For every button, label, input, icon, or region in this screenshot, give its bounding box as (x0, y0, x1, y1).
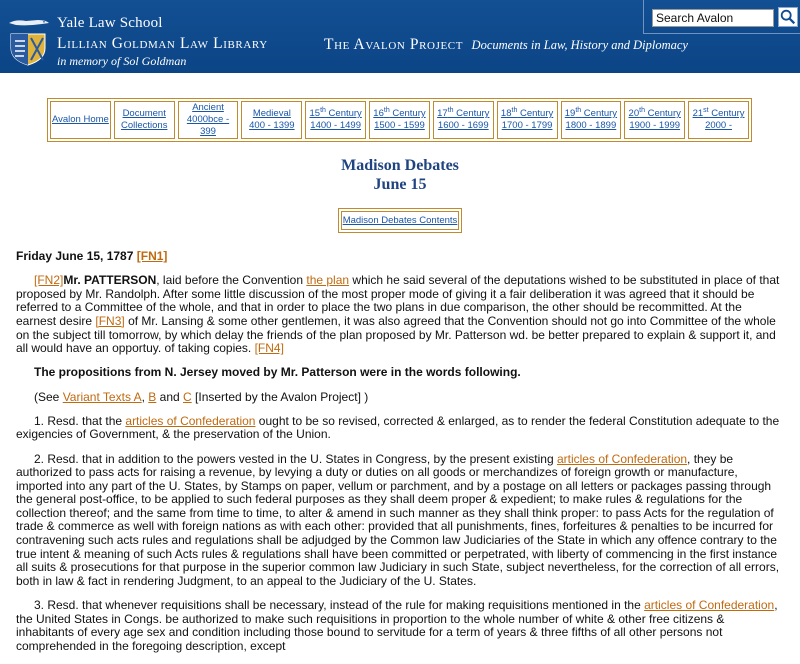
search-area (643, 0, 800, 34)
nav-17th-century[interactable]: 17th Century 1600 - 1699 (433, 101, 494, 139)
library-name[interactable]: Lillian Goldman Law Library (57, 35, 268, 52)
page-title (0, 156, 800, 194)
variant-text-a-link[interactable]: Variant Texts A (62, 389, 142, 404)
resolution-3: 3. Resd. that whenever requisitions shall be necessary, instead of the rule for making requisitions mentioned in the articles of Confederation, the United States in Congs. be authorized to make such requisitions in proportion to the whole number of white & other free citizens & inhabitants of every age sex and condition including those bound to servitude for a term of years & three fifths of all other persons not comprehended in the foregoing description, except (16, 598, 778, 653)
nav-16th-century[interactable]: 16th Century 1500 - 1599 (369, 101, 430, 139)
search-button[interactable] (778, 7, 798, 27)
resolution-2: 2. Resd. that in addition to the powers vested in the U. States in Congress, by the present existing articles of Confederation, they be authorized to pass acts for raising a revenue, by levying a duty or duties on all goods or merchandizes of foreign growth or manufacture, imported into any part of the U. States, by Stamps on paper, vellum or parchment, and by a postage on all letters or packages passing through the general post-office, to be applied to such federal purposes as they shall deem proper & expedient; to make rules & regulations for the collection thereof; and the same from time to time, to alter & amend in such manner as they shall think proper: to pass Acts for the regulation of trade & commerce as well with foreign nations as with each other: provided that all punishments, fines, forfeitures & penalties to be incurred for contravening such acts rules and regulations shall be adjudged by the Common law Judiciaries of the State in which any offence contrary to the true intent & meaning of such Acts rules & regulations shall have been committed or perpetrated, with liberty of commencing in the first instance all suits & prosecutions for that purpose in the superior common law Judiciary in such State, subject nevertheless, for the correction of all errors, both in law & fact in rendering Judgment, to an appeal to the Judiciary of the U. States. (16, 451, 780, 588)
date-heading: Friday June 15, 1787 [FN1] (16, 249, 168, 263)
search-input[interactable] (652, 9, 774, 27)
page-title-line2: June 15 (373, 176, 427, 193)
footnote-link[interactable]: [FN1] (136, 249, 168, 263)
nav-medieval[interactable]: Medieval 400 - 1399 (241, 101, 302, 139)
nav-avalon-home[interactable]: Avalon Home (50, 101, 111, 139)
yale-shield-icon[interactable] (8, 32, 48, 66)
document-body (16, 250, 784, 664)
nav-18th-century[interactable]: 18th Century 1700 - 1799 (497, 101, 558, 139)
nav-15th-century[interactable]: 15th Century 1400 - 1499 (305, 101, 366, 139)
nav-document-collections[interactable]: Document Collections (114, 101, 175, 139)
project-subtitle: Documents in Law, History and Diplomacy (471, 38, 688, 52)
project-name: The Avalon Project (324, 36, 464, 53)
school-name[interactable]: Yale Law School (57, 15, 163, 31)
articles-of-confederation-link[interactable]: articles of Confederation (556, 451, 688, 466)
nav-ancient[interactable]: Ancient 4000bce - 399 (178, 101, 239, 139)
page-title-line1: Madison Debates (341, 157, 459, 174)
nav-20th-century[interactable]: 20th Century 1900 - 1999 (624, 101, 685, 139)
speaker-name: Mr. PATTERSON (63, 273, 157, 288)
the-plan-link[interactable]: the plan (306, 273, 350, 288)
articles-of-confederation-link[interactable]: articles of Confederation (125, 413, 256, 428)
footnote-link[interactable]: [FN2] (34, 273, 64, 288)
site-header (0, 0, 800, 73)
footnote-link[interactable]: [FN3] (95, 313, 125, 328)
articles-of-confederation-link[interactable]: articles of Confederation (644, 598, 775, 613)
variant-text-c-link[interactable]: C (183, 389, 192, 404)
variant-text-b-link[interactable]: B (148, 389, 157, 404)
resolution-1: 1. Resd. that the articles of Confederation ought to be so revised, corrected & enlarged, as to render the federal Constitution adequate to the exigencies of Government, & the preservation of the Union. (16, 413, 780, 442)
contents-link-box (338, 208, 462, 233)
search-icon (779, 8, 797, 26)
memory-line: in memory of Sol Goldman (57, 54, 187, 68)
era-navigation (47, 98, 752, 142)
nav-21st-century[interactable]: 21st Century 2000 - (688, 101, 749, 139)
bulldog-logo-icon (8, 17, 50, 27)
project-title[interactable] (324, 36, 688, 54)
variant-texts-line: (See Variant Texts A, B and C [Inserted by the Avalon Project] ) (34, 389, 369, 404)
madison-debates-contents-link[interactable]: Madison Debates Contents (341, 211, 459, 230)
footnote-link[interactable]: [FN4] (254, 341, 284, 356)
nav-19th-century[interactable]: 19th Century 1800 - 1899 (561, 101, 622, 139)
propositions-heading: The propositions from N. Jersey moved by Mr. Patterson were in the words following. (34, 365, 521, 380)
paragraph: [FN2]Mr. PATTERSON, laid before the Convention the plan which he said several of the deputations wished to be substituted in place of that proposed by Mr. Randolph. After some little discussion of the most proper mode of giving it a fair deliberation it was agreed that it should be referred to a Committee of the whole, and that in order to place the two plans in due comparison, the other should be recommitted. At the earnest desire [FN3] of Mr. Lansing & some other gentlemen, it was also agreed that the Convention should not go into Committee of the whole on the subject till tomorrow, by which delay the friends of the plan proposed by Mr. Patterson wd. be better prepared to explain & support it, and all would have an opportuy. of taking copies. [FN4] (16, 273, 780, 356)
